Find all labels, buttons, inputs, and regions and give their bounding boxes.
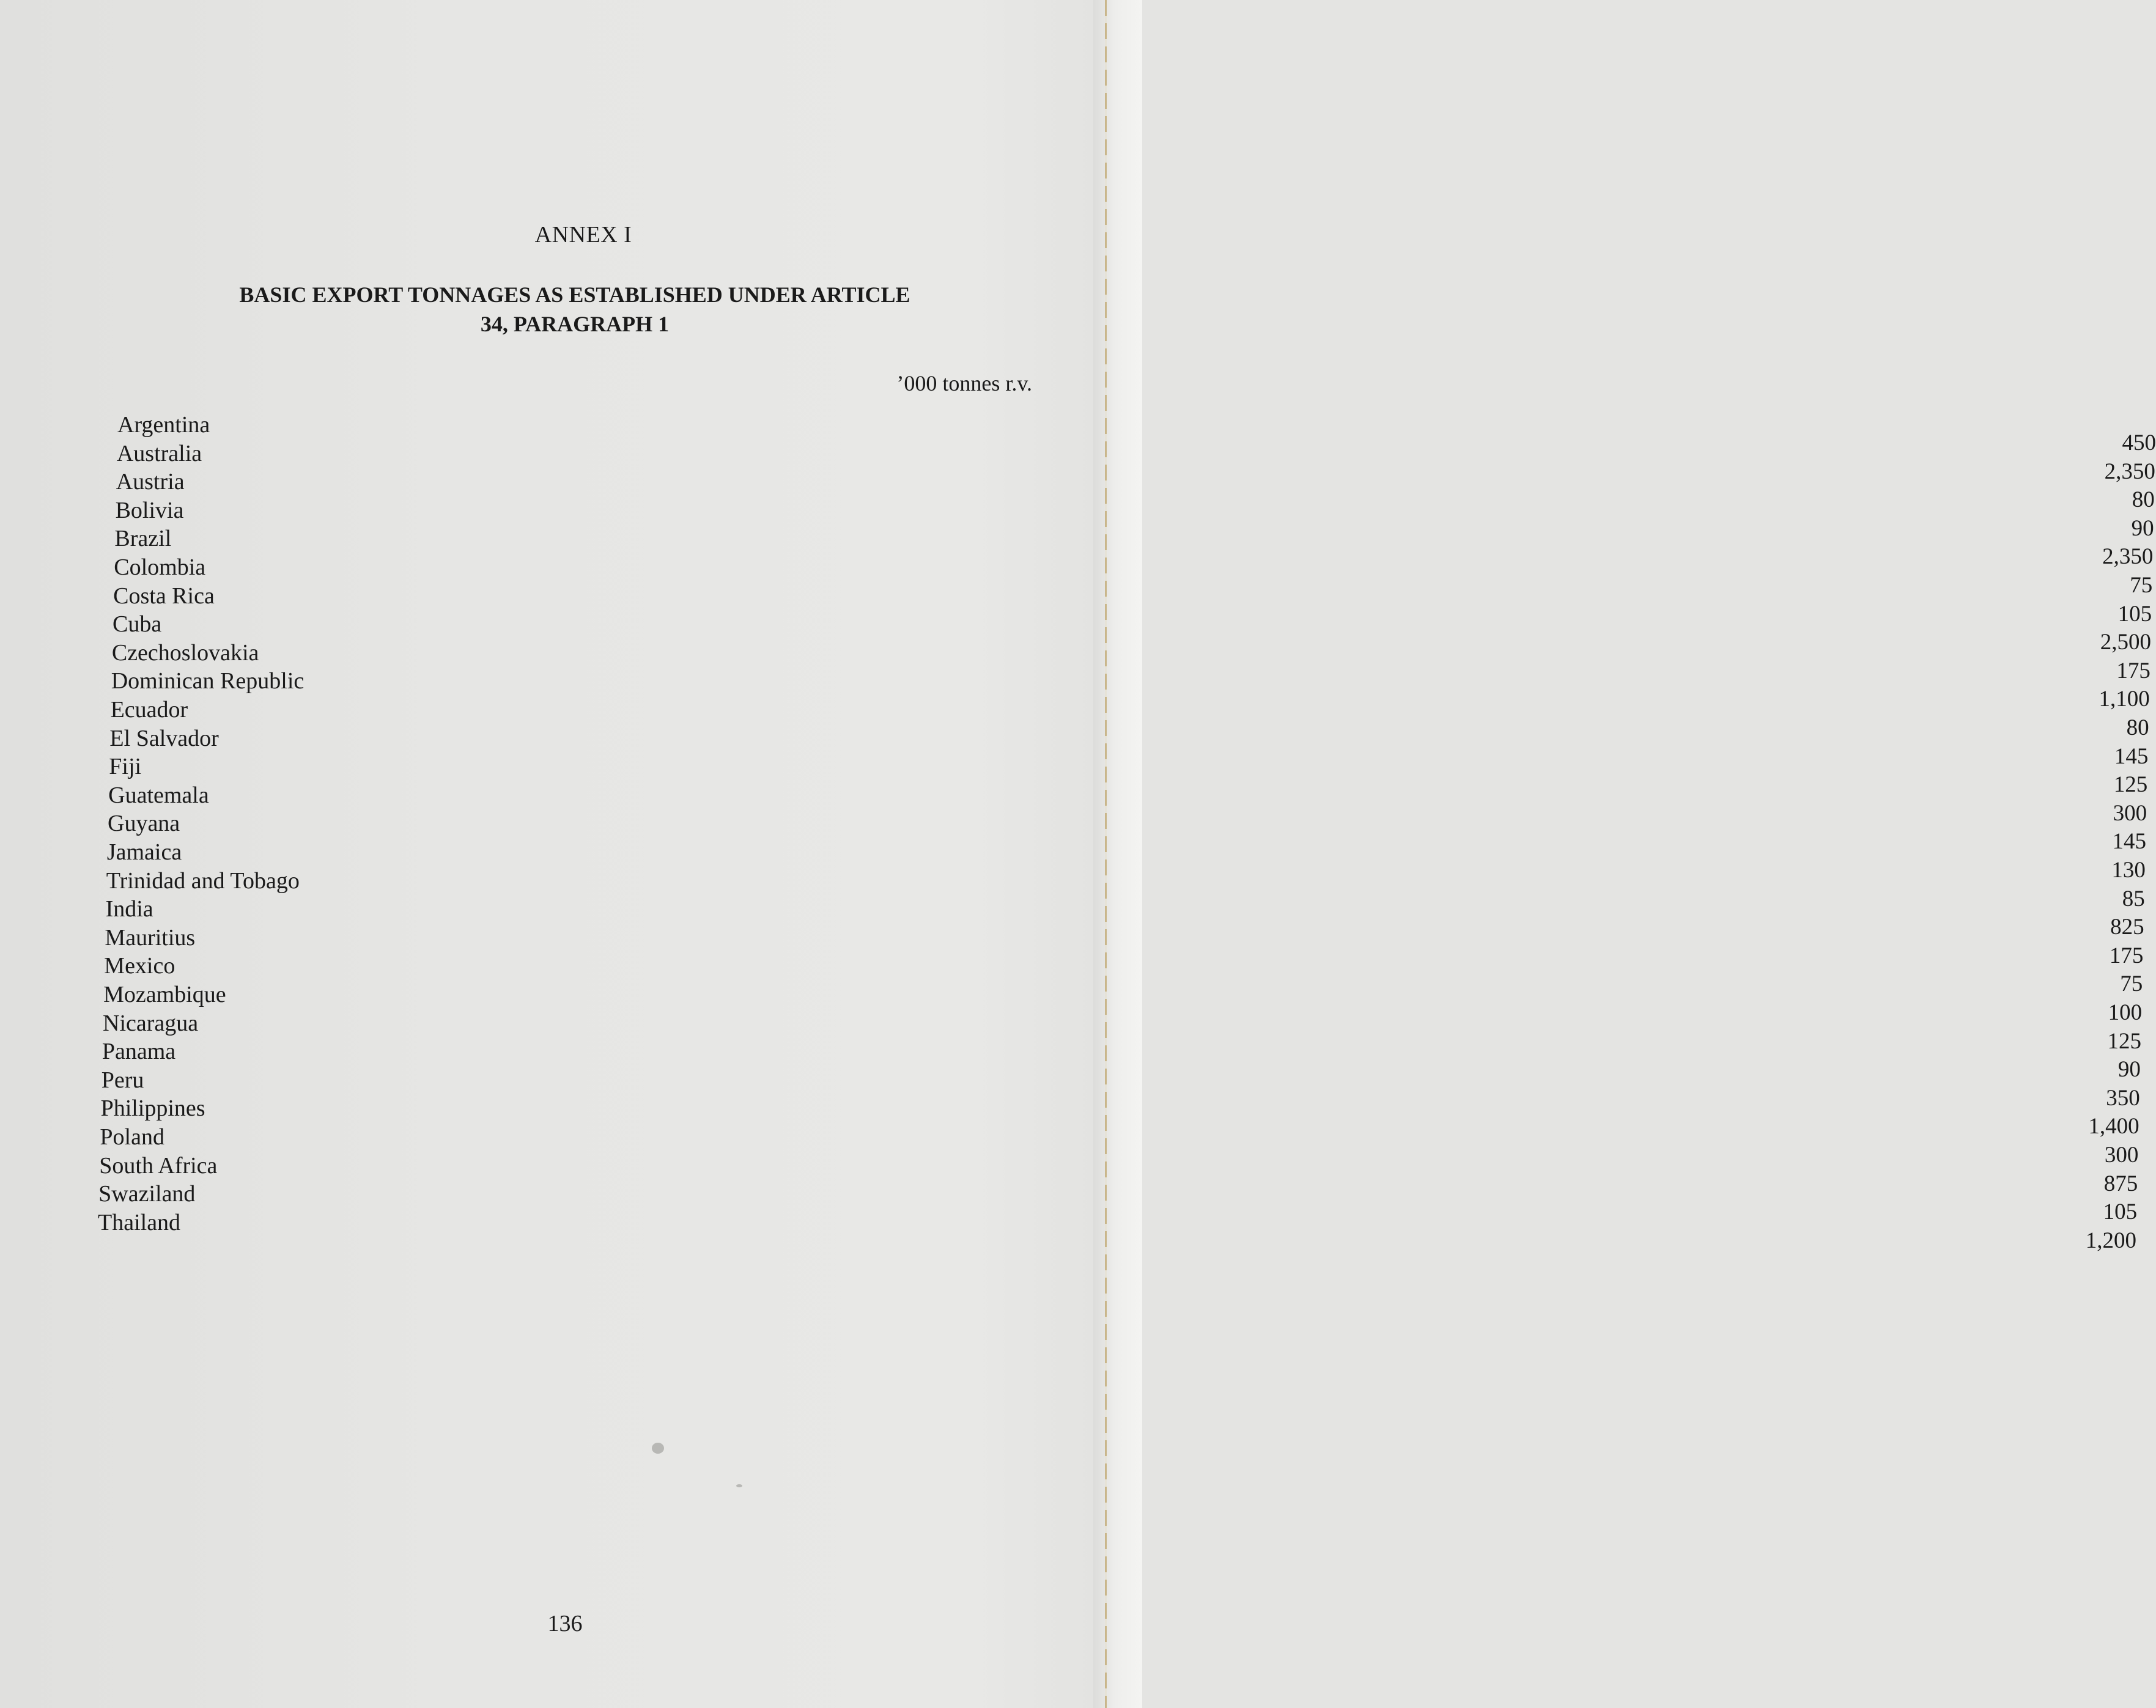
binding-strip (1105, 0, 1107, 1708)
table-row-country: Bolivia (115, 497, 184, 523)
table-row-country: Austria (116, 469, 185, 495)
table-row-value: 2,500 (2100, 630, 2151, 655)
table-row-country: South Africa (99, 1152, 218, 1179)
table-row-country: Brazil (114, 526, 172, 552)
annex-title: ANNEX I (534, 222, 632, 248)
table-row-country: Dominican Republic (111, 668, 305, 694)
table-row-value: 300 (2104, 1143, 2139, 1168)
table-row-value: 1,200 (2085, 1228, 2136, 1253)
table-row-country: Costa Rica (113, 583, 215, 609)
table-row-value: 450 (2122, 430, 2156, 455)
table-row-value: 100 (2108, 1000, 2143, 1025)
table-row-value: 105 (2103, 1199, 2138, 1225)
table-row-value: 80 (2132, 487, 2155, 513)
page-edge (1093, 0, 1142, 1708)
unit-label: ’000 tonnes r.v. (896, 371, 1032, 396)
table-row-value: 85 (2122, 886, 2145, 911)
table-row-value: 175 (2116, 658, 2150, 683)
table-row-value: 145 (2114, 743, 2149, 769)
table-row-country: Nicaragua (103, 1010, 199, 1036)
table-row-country: Mexico (104, 953, 175, 979)
table-row-value: 145 (2112, 829, 2146, 855)
table-row-country: Panama (102, 1039, 176, 1065)
table-row-value: 80 (2126, 715, 2149, 740)
table-row-country: Argentina (117, 412, 210, 438)
table-row-country: Thailand (98, 1209, 181, 1235)
table-row-country: Ecuador (110, 697, 188, 723)
table-row-country: Swaziland (98, 1181, 196, 1207)
table-row-value: 125 (2113, 772, 2148, 798)
table-row-value: 825 (2110, 915, 2144, 940)
table-row-value: 175 (2109, 943, 2144, 968)
table-row-country: Guatemala (108, 782, 209, 808)
table-row-value: 75 (2120, 971, 2143, 997)
table-row-country: Philippines (100, 1095, 205, 1122)
table-row-country: Mauritius (105, 924, 196, 951)
table-heading: BASIC EXPORT TONNAGES AS ESTABLISHED UNDER ARTICLE 34, PARAGRAPH 1 (239, 282, 910, 336)
table-row-value: 2,350 (2104, 458, 2155, 484)
table-row-value: 350 (2106, 1085, 2140, 1111)
table-row-value: 75 (2130, 573, 2153, 598)
table-row-country: Cuba (113, 611, 162, 638)
table-row-country: Trinidad and Tobago (106, 867, 300, 894)
table-row-value: 875 (2103, 1171, 2138, 1196)
table-row-value: 105 (2117, 601, 2152, 627)
table-row-value: 125 (2107, 1028, 2141, 1054)
table-row-country: India (105, 896, 153, 922)
page-number: 136 (547, 1611, 583, 1636)
table-row-country: Fiji (109, 754, 142, 780)
table-row-value: 90 (2117, 1057, 2141, 1083)
table-row-country: Jamaica (106, 839, 182, 865)
table-row-country: Peru (101, 1067, 144, 1093)
table-row-country: Colombia (114, 554, 206, 580)
table-row-country: Australia (116, 440, 202, 466)
table-row-value: 90 (2131, 515, 2154, 541)
table-row-value: 1,100 (2099, 687, 2150, 712)
table-row-country: Guyana (108, 811, 180, 837)
table-row-value: 1,400 (2088, 1114, 2139, 1139)
table-row-country: Poland (100, 1124, 164, 1150)
table-row-value: 130 (2111, 858, 2146, 883)
paper-speck (652, 1443, 664, 1454)
table-row-country: Czechoslovakia (111, 639, 259, 666)
table-row-country: El Salvador (109, 725, 219, 751)
table-row-country: Mozambique (103, 982, 226, 1007)
table-row-value: 300 (2113, 800, 2147, 826)
paper-speck (736, 1484, 742, 1487)
table-row-value: 2,350 (2102, 544, 2154, 570)
